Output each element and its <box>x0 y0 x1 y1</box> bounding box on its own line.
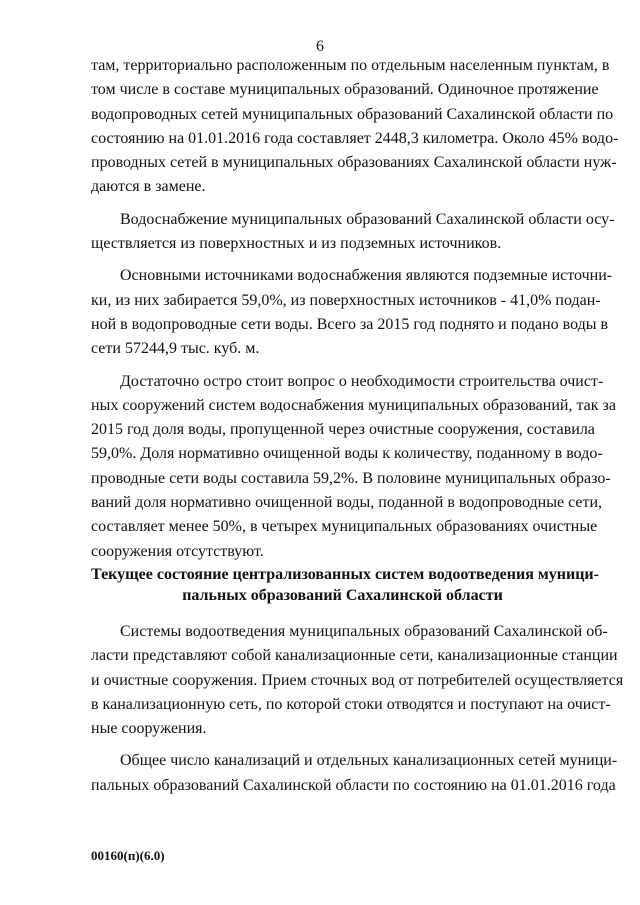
text-line: там, территориально расположенным по отдельным населенным пунктам, в <box>91 57 610 74</box>
text-line: ной в водопроводные сети воды. Всего за 2015 год поднято и подано воды в <box>91 315 609 333</box>
heading-line: Текущее состояние централизованных систем водоотведения муници- <box>91 565 599 583</box>
text-line: том числе в составе муниципальных образований. Одиночное протяжение <box>91 81 599 99</box>
text-line: сооружения отсутствуют. <box>91 542 264 560</box>
paragraph-water-networks <box>91 54 619 200</box>
text-line: ласти представляют собой канализационные сети, канализационные станции <box>91 647 618 665</box>
text-line: Общее число канализаций и отдельных канализационных сетей муници- <box>120 752 618 770</box>
text-line: 59,0%. Доля нормативно очищенной воды к количеству, поданному в водо- <box>91 445 603 463</box>
text-line: ваний доля нормативно очищенной воды, поданной в водопроводные сети, <box>91 494 603 512</box>
paragraph-main-sources <box>91 264 613 361</box>
text-line: сети 57244,9 тыс. куб. м. <box>91 340 260 358</box>
text-line: проводные сети воды составила 59,2%. В половине муниципальных образо- <box>91 469 611 487</box>
text-line: ных сооружений систем водоснабжения муниципальных образований, так за <box>91 396 616 414</box>
text-line: Достаточно остро стоит вопрос о необходимости строительства очист- <box>120 372 604 390</box>
document-code: 00160(п)(6.0) <box>91 848 165 863</box>
text-line: в канализационную сеть, по которой стоки отводятся и поступают на очист- <box>91 695 611 713</box>
paragraph-sewerage-count <box>91 749 618 798</box>
text-line: ные сооружения. <box>91 720 207 738</box>
text-line: Системы водоотведения муниципальных образований Сахалинской об- <box>120 622 608 640</box>
paragraph-water-sources <box>91 208 615 257</box>
text-line: Водоснабжение муниципальных образований Сахалинской области осу- <box>120 210 615 228</box>
text-line: водопроводных сетей муниципальных образований Сахалинской области по <box>91 105 614 123</box>
text-line: Основными источниками водоснабжения являются подземные источни- <box>120 267 613 285</box>
text-line: ки, из них забирается 59,0%, из поверхностных источников - 41,0% подан- <box>91 291 601 309</box>
text-line: даются в замене. <box>91 178 206 196</box>
text-line: состоянию на 01.01.2016 года составляет 2448,3 километра. Около 45% водо- <box>91 129 619 147</box>
text-line: 2015 год доля воды, пропущенной через очистные сооружения, составила <box>91 421 595 439</box>
section-heading <box>91 564 599 606</box>
heading-line: пальных образований Сахалинской области <box>182 586 503 604</box>
text-line: проводных сетей в муниципальных образованиях Сахалинской области нуж- <box>91 154 617 172</box>
page-number: 6 <box>316 38 324 55</box>
paragraph-sewerage-systems <box>91 620 624 741</box>
document-body <box>91 54 624 798</box>
text-line: ществляется из поверхностных и из подземных источников. <box>91 235 502 253</box>
text-line: составляет менее 50%, в четырех муниципальных образованиях очистные <box>91 518 598 536</box>
paragraph-treatment-facilities <box>91 370 616 564</box>
text-line: и очистные сооружения. Прием сточных вод от потребителей осуществляется <box>91 671 624 689</box>
text-line: пальных образований Сахалинской области по состоянию на 01.01.2016 года <box>91 776 616 794</box>
